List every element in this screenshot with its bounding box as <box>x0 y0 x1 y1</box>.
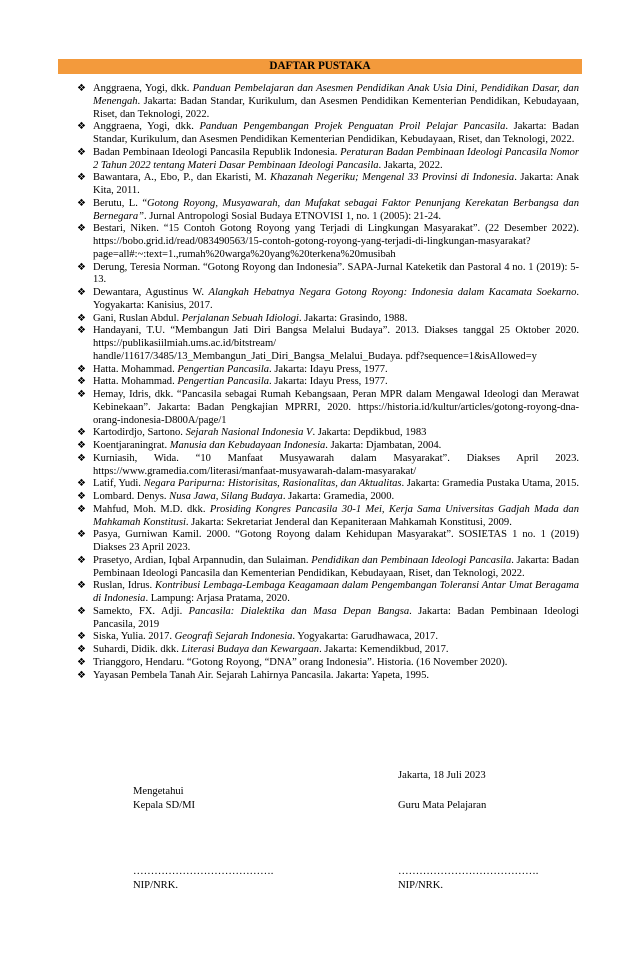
diamond-bullet-icon: ❖ <box>77 478 86 490</box>
diamond-bullet-icon: ❖ <box>77 312 86 324</box>
reference-detail: . Jakarta: Badan Pembinaan Ideologi Pancasila, 2019 <box>93 605 579 630</box>
reference-title: Nusa Jawa, Silang Budaya <box>169 491 283 502</box>
reference-detail: Anggraena, Yogi, dkk. <box>93 121 200 133</box>
reference-detail: . Lampung: Arjasa Pratama, 2020. <box>145 593 290 604</box>
reference-title: Khazanah Negeriku; Mengenal 33 Provinsi di Indonesia <box>270 172 515 184</box>
reference-item <box>77 478 579 491</box>
reference-detail: . Jakarta: Depdikbud, 1983 <box>312 427 427 439</box>
teacher-signature-line: …………………………………. <box>398 866 539 877</box>
reference-item <box>77 504 579 530</box>
diamond-bullet-icon: ❖ <box>77 656 86 668</box>
reference-detail: Bestari, Niken. “15 Contoh Gotong Royong yang Terjadi di Lingkungan Masyarakat”. (22 Desember 2022). https://bobo.grid.id/read/083490563/15-contoh-gotong-royong-yang-terjadi-di-lingkungan-masyarakat?page=all#:~:text=1.,rumah%20warga%20yang%20terkena%20musibah <box>93 223 579 260</box>
diamond-bullet-icon: ❖ <box>77 223 86 235</box>
reference-item <box>77 606 579 632</box>
reference-title: Pendidikan dan Pembinaan Ideologi Pancasila <box>311 554 512 566</box>
diamond-bullet-icon: ❖ <box>77 172 86 184</box>
reference-item <box>77 453 579 479</box>
reference-item <box>77 529 579 555</box>
reference-title: Perjalanan Sebuah Idiologi <box>181 312 299 324</box>
reference-item <box>77 644 579 657</box>
reference-item <box>77 325 579 363</box>
diamond-bullet-icon: ❖ <box>77 554 86 566</box>
reference-item <box>77 631 579 644</box>
reference-item <box>77 313 579 326</box>
reference-detail: . Jakarta: Gramedia Pustaka Utama, 2015. <box>401 478 579 490</box>
diamond-bullet-icon: ❖ <box>77 325 86 337</box>
reference-title: Pancasila: Dialektika dan Masa Depan Bangsa <box>188 605 410 617</box>
reference-detail: Hemay, Idris, dkk. “Pancasila sebagai Rumah Kebangsaan, Peran MPR dalam Mengawal Ideologi dan Merawat Kebinekaan”. Jakarta: Badan Pengkajian MPRRI, 2020. https://historia.id/kultur/articles/gotong-royong-dna-orang-indonesia-D800A/page/1 <box>93 389 579 426</box>
reference-detail: Kurniasih, Wida. “10 Manfaat Musyawarah dalam Masyarakat”. Diakses April 2023. https://www.gramedia.com/literasi/manfaat-musyawarah-dalam-masyarakat/ <box>93 452 579 477</box>
principal-role: Kepala SD/MI <box>133 800 196 811</box>
reference-item <box>77 580 579 606</box>
reference-list <box>77 83 579 682</box>
reference-item <box>77 440 579 453</box>
diamond-bullet-icon: ❖ <box>77 491 86 502</box>
principal-nip: NIP/NRK. <box>133 880 179 891</box>
teacher-nip: NIP/NRK. <box>398 880 444 891</box>
diamond-bullet-icon: ❖ <box>77 261 86 273</box>
reference-text <box>93 172 579 198</box>
reference-text <box>93 580 579 606</box>
diamond-bullet-icon: ❖ <box>77 529 86 541</box>
diamond-bullet-icon: ❖ <box>77 440 86 451</box>
diamond-bullet-icon: ❖ <box>77 669 86 681</box>
reference-detail: Gani, Ruslan Abdul. <box>93 312 182 324</box>
reference-detail: Lombard. Denys. <box>93 491 170 502</box>
reference-title: Alangkah Hebatnya Negara Gotong Royong: Indonesia dalam Kacamata Soekarno <box>208 287 577 298</box>
reference-detail: Hatta. Mohammad. <box>93 376 178 388</box>
diamond-bullet-icon: ❖ <box>77 146 86 158</box>
reference-text <box>93 83 579 121</box>
reference-detail: Pasya, Gurniwan Kamil. 2000. “Gotong Royong dalam Kehidupan Masyarakat”. SOSIETAS 1 no. 1 (2019) Diakses 23 April 2023. <box>93 529 579 553</box>
reference-title: Negara Paripurna: Historisitas, Rasionalitas, dan Aktualitas <box>143 478 402 490</box>
diamond-bullet-icon: ❖ <box>77 452 86 464</box>
reference-item <box>77 670 579 683</box>
reference-title: Gotong Royong, Musyawarah, dan Mufakat sebagai Faktor Penunjang Kerekatan Berbangsa dan Bernegara” <box>93 197 579 222</box>
reference-text <box>93 287 579 313</box>
diamond-bullet-icon: ❖ <box>77 503 86 515</box>
reference-text <box>93 313 579 326</box>
diamond-bullet-icon: ❖ <box>77 287 86 298</box>
diamond-bullet-icon: ❖ <box>77 197 86 209</box>
reference-text <box>93 555 579 581</box>
reference-text <box>93 606 579 632</box>
reference-detail: Hatta. Mohammad. <box>93 363 178 375</box>
reference-text <box>93 670 579 683</box>
reference-detail: . Yogyakarta: Kanisius, 2017. <box>93 287 579 311</box>
reference-item <box>77 376 579 389</box>
reference-item <box>77 198 579 224</box>
reference-item <box>77 262 579 288</box>
diamond-bullet-icon: ❖ <box>77 121 86 133</box>
reference-detail: . Jakarta: Badan Pembinaan Ideologi Pancasila dan Kementerian Pendidikan, Kebudayaan, Riset, dan Teknologi, 2022. <box>93 554 579 579</box>
reference-detail: Handayani, T.U. “Membangun Jati Diri Bangsa Melalui Budaya”. 2013. Diakses tanggal 25 Oktober 2020. https://publikasiilmiah.ums.ac.id/bitstream/ handle/11617/3485/13_Membangun_Jati_Diri_Bangsa_Melalui_Budaya. pdf?sequence=1&isAllowed=y <box>93 325 579 362</box>
reference-text <box>93 147 579 173</box>
reference-detail: Dewantara, Agustinus W. <box>93 287 209 298</box>
diamond-bullet-icon: ❖ <box>77 83 86 94</box>
diamond-bullet-icon: ❖ <box>77 631 86 643</box>
reference-detail: Derung, Teresia Norman. “Gotong Royong dan Indonesia”. SAPA-Jurnal Kateketik dan Pastoral 4 no. 1 (2019): 5-13. <box>93 261 579 286</box>
reference-item <box>77 172 579 198</box>
diamond-bullet-icon: ❖ <box>77 644 86 655</box>
reference-detail: . Jakarta: Grasindo, 1988. <box>298 312 408 324</box>
reference-detail: Yayasan Pembela Tanah Air. Sejarah Lahirnya Pancasila. Jakarta: Yapeta, 1995. <box>93 669 429 681</box>
reference-item <box>77 555 579 581</box>
reference-detail: Mahfud, Moh. M.D. dkk. <box>93 503 210 515</box>
reference-text <box>93 440 579 453</box>
reference-title: Kontribusi Lembaga-Lembaga Keagamaan dalam Pengembangan Toleransi Antar Umat Beragama di Indonesia <box>93 580 579 604</box>
reference-detail: Latif, Yudi. <box>93 478 144 490</box>
reference-detail: . Jakarta: Idayu Press, 1977. <box>269 363 388 375</box>
reference-detail: Berutu, L. “ <box>93 197 148 209</box>
reference-title: Panduan Pembelajaran dan Asesmen Pendidikan Anak Usia Dini, Pendidikan Dasar, dan Menengah <box>93 83 579 107</box>
reference-item <box>77 121 579 147</box>
reference-text <box>93 223 579 261</box>
reference-detail: Trianggoro, Hendaru. “Gotong Royong, “DNA” orang Indonesia”. Historia. (16 November 2020). <box>93 656 508 668</box>
reference-item <box>77 491 579 504</box>
place-date: Jakarta, 18 Juli 2023 <box>398 770 486 781</box>
diamond-bullet-icon: ❖ <box>77 580 86 592</box>
reference-text <box>93 504 579 530</box>
reference-title: Sejarah Nasional Indonesia V <box>185 427 313 439</box>
reference-detail: Anggraena, Yogi, dkk. <box>93 83 193 94</box>
reference-detail: Koentjaraningrat. <box>93 440 170 451</box>
reference-detail: . Jakarta: Anak Kita, 2011. <box>93 172 580 196</box>
reference-text <box>93 364 579 377</box>
reference-text <box>93 262 579 288</box>
reference-item <box>77 427 579 440</box>
diamond-bullet-icon: ❖ <box>77 363 86 375</box>
reference-detail: . Jakarta, 2022. <box>378 159 443 171</box>
reference-text <box>93 376 579 389</box>
reference-title: Literasi Budaya dan Kewargaan <box>181 644 320 655</box>
reference-text <box>93 453 579 479</box>
reference-title: Geografi Sejarah Indonesia <box>174 631 293 643</box>
reference-detail: . Jakarta: Gramedia, 2000. <box>282 491 395 502</box>
reference-detail: Samekto, FX. Adji. <box>93 605 189 617</box>
reference-detail: . Jakarta: Idayu Press, 1977. <box>269 376 388 388</box>
diamond-bullet-icon: ❖ <box>77 605 86 617</box>
reference-title: Prosiding Kongres Pancasila 30-1 Mei, Kerja Sama Universitas Gadjah Mada dan Mahkamah Konstitusi <box>93 503 579 528</box>
reference-text <box>93 325 579 363</box>
reference-title: Panduan Pengembangan Projek Penguatan Proil Pelajar Pancasila <box>199 121 506 133</box>
diamond-bullet-icon: ❖ <box>77 389 86 400</box>
reference-title: Pengertian Pancasila <box>177 363 270 375</box>
reference-detail: Siska, Yulia. 2017. <box>93 631 175 643</box>
reference-title: Peraturan Badan Pembinaan Ideologi Pancasila Nomor 2 Tahun 2022 tentang Materi Dasar Pembinaan Ideologi Pancasila <box>93 146 579 171</box>
teacher-role: Guru Mata Pelajaran <box>398 800 487 811</box>
page-title: DAFTAR PUSTAKA <box>58 59 582 74</box>
reference-item <box>77 223 579 261</box>
reference-item <box>77 364 579 377</box>
reference-text <box>93 389 579 427</box>
reference-detail: Kartodirdjo, Sartono. <box>93 427 186 439</box>
reference-detail: . Jakarta: Sekretariat Jenderal dan Kepaniteraan Mahkamah Konstitusi, 2009. <box>185 516 512 528</box>
reference-text <box>93 121 579 147</box>
reference-detail: . Jurnal Antropologi Sosial Budaya ETNOVISI 1, no. 1 (2005): 21-24. <box>143 210 442 222</box>
reference-text <box>93 491 579 504</box>
reference-detail: Prasetyo, Ardian, Iqbal Arpannudin, dan Sulaiman. <box>93 554 312 566</box>
reference-item <box>77 657 579 670</box>
reference-text <box>93 529 579 555</box>
diamond-bullet-icon: ❖ <box>77 427 86 439</box>
reference-item <box>77 147 579 173</box>
reference-text <box>93 478 579 491</box>
reference-detail: . Jakarta: Badan Standar, Kurikulum, dan Asesmen Pendidikan Kementerian Pendidikan, Kebudayaan, Riset, dan Teknologi, 2022. <box>93 121 579 145</box>
principal-signature-line: …………………………………. <box>133 866 274 877</box>
reference-title: Manusia dan Kebudayaan Indonesia <box>169 440 326 451</box>
reference-detail: . Yogyakarta: Garudhawaca, 2017. <box>292 631 438 643</box>
acknowledged-label: Mengetahui <box>133 786 184 797</box>
reference-detail: Suhardi, Didik. dkk. <box>93 644 182 655</box>
reference-detail: . Jakarta: Djambatan, 2004. <box>325 440 442 451</box>
reference-detail: . Jakarta: Kemendikbud, 2017. <box>319 644 449 655</box>
reference-text <box>93 631 579 644</box>
reference-title: Pengertian Pancasila <box>177 376 270 388</box>
diamond-bullet-icon: ❖ <box>77 376 86 388</box>
reference-text <box>93 644 579 657</box>
reference-item <box>77 287 579 313</box>
reference-detail: Bawantara, A., Ebo, P., dan Ekaristi, M. <box>93 172 271 184</box>
reference-text <box>93 657 579 670</box>
reference-item <box>77 83 579 121</box>
reference-detail: Ruslan, Idrus. <box>93 580 156 592</box>
reference-text <box>93 198 579 224</box>
reference-text <box>93 427 579 440</box>
reference-item <box>77 389 579 427</box>
reference-detail: Badan Pembinaan Ideologi Pancasila Republik Indonesia. <box>93 146 341 158</box>
reference-detail: . Jakarta: Badan Standar, Kurikulum, dan Asesmen Pendidikan Kementerian Pendidikan, Kebudayaan, Riset, dan Teknologi, 2022. <box>93 95 579 120</box>
